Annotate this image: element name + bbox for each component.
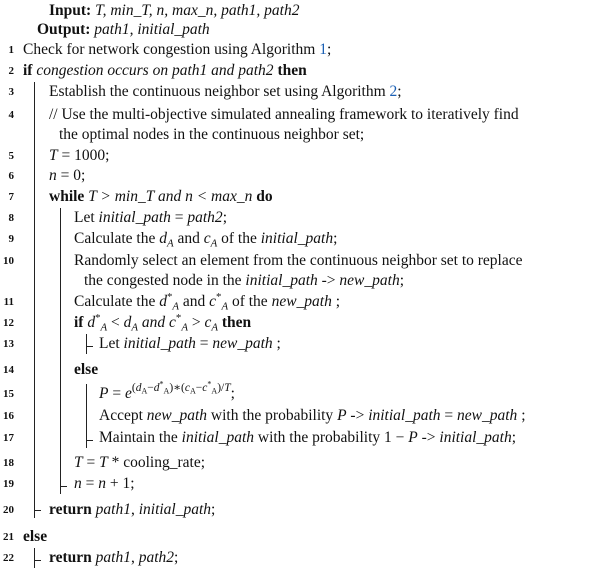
condition: T > min_T and n < max_n <box>88 188 253 205</box>
line-number: 3 <box>8 86 14 98</box>
line-text: ; <box>174 549 179 566</box>
line-text: and <box>138 314 170 331</box>
while-block-bar <box>60 208 61 494</box>
variable: T <box>99 454 108 471</box>
line-number: 19 <box>3 478 14 490</box>
else-inner-block-bar <box>86 384 87 448</box>
line-number: 18 <box>3 457 14 469</box>
operator: = <box>108 385 125 402</box>
line-20 <box>0 499 614 521</box>
subscript: A <box>210 237 218 250</box>
line-text: ; <box>272 335 281 352</box>
comment: // Use the multi-objective simulated annealing framework to iteratively find <box>49 106 519 123</box>
line-text: Establish the continuous neighbor set using Algorithm <box>49 83 390 100</box>
operator: = <box>81 475 99 492</box>
line-19 <box>0 473 614 495</box>
condition: congestion occurs on path1 and path2 <box>36 62 274 79</box>
variable: new_path <box>212 335 273 352</box>
variable: initial_path <box>138 501 212 518</box>
variable: d <box>159 230 167 247</box>
line-text: ; <box>517 407 526 424</box>
line-text: , <box>130 501 139 518</box>
operator: = <box>440 407 458 424</box>
superscript: * <box>166 291 173 304</box>
line-text: * cooling_rate; <box>107 454 206 471</box>
line-17 <box>0 427 614 449</box>
line-1 <box>0 39 614 61</box>
line-number: 8 <box>8 212 14 224</box>
line-number: 7 <box>8 191 14 203</box>
line-5 <box>0 145 614 167</box>
line-16 <box>0 405 614 427</box>
keyword-if: if <box>23 62 33 79</box>
subscript: A <box>131 321 139 334</box>
line-14 <box>0 359 614 381</box>
if-block-bar <box>34 82 35 518</box>
line-10 <box>0 250 614 272</box>
exponent: (dA−d*A)∗(cA−c*A)/T <box>131 379 231 396</box>
keyword-while: while <box>49 188 85 205</box>
keyword-else: else <box>74 361 99 378</box>
variable: path2 <box>138 549 175 566</box>
line-text: = 1000; <box>57 147 110 164</box>
line-15 <box>0 379 614 405</box>
line-number: 5 <box>8 150 14 162</box>
line-text: ; <box>211 501 216 518</box>
variable: initial_path <box>368 407 441 424</box>
line-text: ; <box>511 429 517 446</box>
line-text: ; <box>333 230 338 247</box>
variable: initial_path <box>181 429 254 446</box>
while-block-foot <box>60 486 67 487</box>
line-number: 1 <box>8 44 14 56</box>
variable: c <box>209 293 217 310</box>
line-number: 20 <box>3 504 14 516</box>
line-number: 6 <box>8 170 14 182</box>
line-text: Calculate the <box>74 293 160 310</box>
line-text: ; <box>331 293 341 310</box>
line-7 <box>0 186 614 208</box>
variable: d <box>87 314 96 331</box>
variable: P <box>408 429 418 446</box>
variable: path1 <box>95 549 131 566</box>
line-text: = 0; <box>56 167 86 184</box>
line-text: ; <box>326 41 332 58</box>
line-number: 13 <box>3 338 14 350</box>
arrow: -> <box>417 429 440 446</box>
keyword-do: do <box>256 188 273 205</box>
variable: P <box>99 385 109 402</box>
line-number: 11 <box>3 296 14 308</box>
line-text: with the probability 1 − <box>254 429 409 446</box>
line-number: 16 <box>3 410 14 422</box>
keyword-return: return <box>49 549 92 566</box>
arrow: -> <box>346 407 369 424</box>
keyword-else: else <box>23 528 48 545</box>
superscript: * <box>175 312 182 325</box>
line-text: Maintain the <box>99 429 182 446</box>
subscript: A <box>181 321 188 334</box>
variable: initial_path <box>245 272 318 289</box>
line-text: ; <box>230 385 235 402</box>
subscript: A <box>172 300 180 313</box>
superscript: * <box>216 291 222 304</box>
line-3 <box>0 81 614 103</box>
line-4-cont <box>0 124 614 146</box>
variable: path2 <box>187 209 223 226</box>
variable: n <box>98 475 106 492</box>
variable: n <box>49 167 57 184</box>
subscript: A <box>166 237 174 250</box>
line-text: of the <box>217 230 261 247</box>
line-number: 2 <box>8 65 14 77</box>
variable: path1 <box>95 501 131 518</box>
line-number: 4 <box>8 109 14 121</box>
subscript: A <box>221 300 229 313</box>
if-block-foot <box>34 510 41 511</box>
keyword-if: if <box>74 314 84 331</box>
algorithm-ref-link[interactable]: 2 <box>389 83 398 100</box>
line-13 <box>0 333 614 355</box>
superscript: * <box>95 312 101 325</box>
line-text: ; <box>399 272 405 289</box>
variable: e <box>124 385 132 402</box>
line-10-cont <box>0 270 614 292</box>
line-12 <box>0 312 614 334</box>
subscript: A <box>211 321 218 334</box>
variable: initial_path <box>439 429 512 446</box>
variable: T <box>74 454 83 471</box>
input-vars: T, min_T, n, max_n, path1, path2 <box>95 2 300 19</box>
line-text: , <box>130 549 139 566</box>
variable: T <box>49 147 58 164</box>
line-text: ; <box>222 209 227 226</box>
line-text: with the probability <box>207 407 338 424</box>
variable: new_path <box>457 407 518 424</box>
arrow: -> <box>317 272 340 289</box>
line-2 <box>0 60 614 82</box>
variable: new_path <box>339 272 400 289</box>
operator: < <box>107 314 124 331</box>
line-number: 15 <box>3 388 14 400</box>
line-text: Check for network congestion using Algorithm <box>23 41 320 58</box>
input-label: Input: <box>49 2 92 19</box>
variable: n <box>74 475 82 492</box>
line-text: of the <box>228 293 272 310</box>
keyword-then: then <box>277 62 307 79</box>
line-text: Randomly select an element from the continuous neighbor set to replace <box>74 252 523 269</box>
variable: new_path <box>271 293 332 310</box>
if-inner-block-foot <box>86 346 93 347</box>
comment: the optimal nodes in the continuous neighbor set; <box>59 126 365 143</box>
variable: c <box>203 230 211 247</box>
variable: d <box>123 314 132 331</box>
line-9 <box>0 228 614 250</box>
line-text: + 1; <box>106 475 135 492</box>
line-number: 22 <box>3 552 14 564</box>
subscript: A <box>100 321 108 334</box>
if-inner-block-bar <box>86 334 87 354</box>
line-number: 12 <box>3 317 14 329</box>
line-21 <box>0 526 614 548</box>
line-text: = <box>195 335 213 352</box>
line-text: Let <box>74 209 99 226</box>
line-8 <box>0 207 614 229</box>
line-text: Calculate the <box>74 230 160 247</box>
variable: initial_path <box>260 230 334 247</box>
line-number: 9 <box>8 233 14 245</box>
output-vars: path1, initial_path <box>94 21 210 38</box>
variable: initial_path <box>98 209 171 226</box>
else-block-bar <box>34 548 35 568</box>
operator: = <box>82 454 100 471</box>
line-text: the congested node in the <box>84 272 246 289</box>
line-text: = <box>170 209 188 226</box>
keyword-return: return <box>49 501 92 518</box>
line-text: and <box>173 230 204 247</box>
variable: P <box>337 407 347 424</box>
line-6 <box>0 165 614 187</box>
output-line <box>0 19 614 41</box>
line-number: 14 <box>3 364 14 376</box>
else-block-foot <box>34 560 41 561</box>
line-text: and <box>179 293 210 310</box>
line-text: Let <box>99 335 124 352</box>
line-number: 17 <box>3 432 14 444</box>
line-4 <box>0 104 614 126</box>
variable: c <box>204 314 212 331</box>
variable: d <box>159 293 167 310</box>
variable: c <box>169 314 176 331</box>
line-18 <box>0 452 614 474</box>
variable: new_path <box>146 407 208 424</box>
output-label: Output: <box>37 21 91 38</box>
variable: initial_path <box>123 335 196 352</box>
line-22 <box>0 547 614 569</box>
keyword-then: then <box>221 314 252 331</box>
line-number: 10 <box>3 255 14 267</box>
operator: > <box>187 314 205 331</box>
else-inner-block-foot <box>86 440 93 441</box>
line-number: 21 <box>3 531 14 543</box>
algorithm-ref-link[interactable]: 1 <box>319 41 327 58</box>
line-11 <box>0 291 614 313</box>
line-text: ; <box>397 83 402 100</box>
line-text: Accept <box>99 407 147 424</box>
